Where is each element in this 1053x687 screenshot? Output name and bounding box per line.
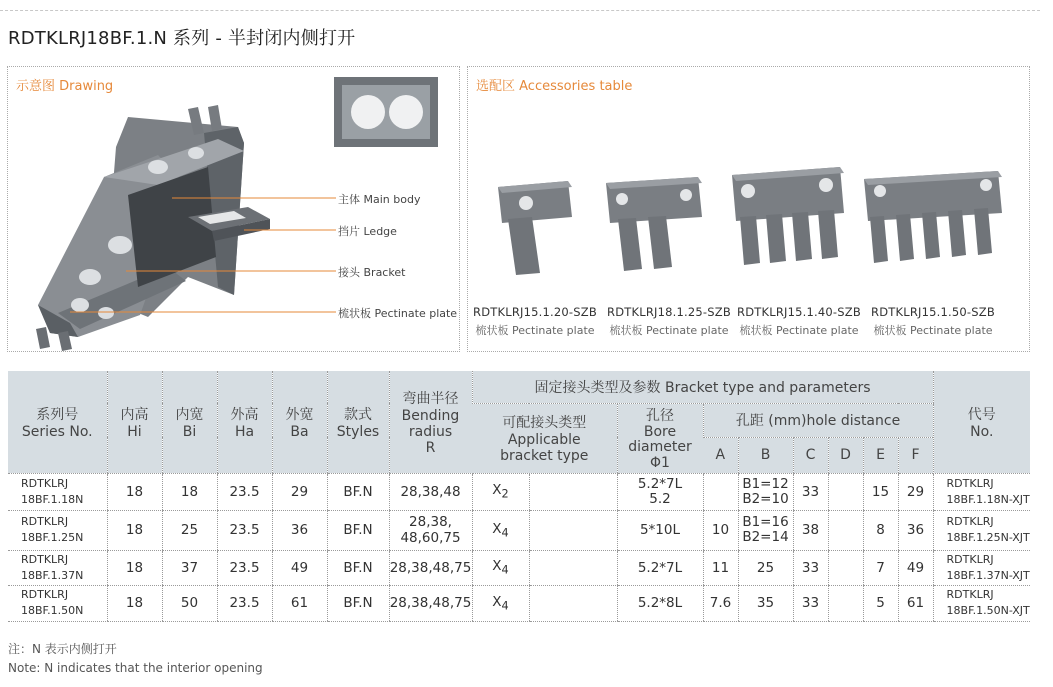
header-bore-diameter [617,403,703,473]
accessory-name: 梳状板 Pectinate plate [739,324,859,337]
header-text: Series No. [21,423,93,440]
d-cell [828,510,863,550]
table-row [8,585,1030,621]
accessory-name: 梳状板 Pectinate plate [609,324,729,337]
hi-cell: 18 [107,585,162,621]
drawing-panel-title: 示意图 Drawing [16,79,114,94]
ba-cell: 36 [272,510,327,550]
ha-cell: 23.5 [217,550,272,585]
code-cell [933,550,1030,585]
callout-main-body: 主体 Main body [338,193,421,206]
radius-cell: 28,38,48,75 [389,550,472,585]
cell-subscript: 4 [501,563,509,577]
header-hi [107,371,162,473]
cell-text: 5.2 [649,490,671,507]
e-cell: 5 [863,585,898,621]
callout-pectinate-plate: 梳状板 Pectinate plate [338,307,458,320]
cell-text: RDTKLRJ [21,476,69,490]
header-text: 款式 [344,406,372,423]
header-ba [272,371,327,473]
header-text: 代号 [967,406,996,423]
bore-cell: 5.2*7L [617,550,703,585]
style-cell: BF.N [327,585,389,621]
d-cell [828,550,863,585]
cell-text: B1=12 [742,475,789,492]
e-cell: 15 [863,473,898,510]
ha-cell: 23.5 [217,510,272,550]
cell-text: RDTKLRJ [21,552,69,566]
bracket-extra-cell [529,510,617,550]
header-bending-radius [389,371,472,473]
header-text: Ha [234,423,255,440]
style-cell: BF.N [327,473,389,510]
note-cn: 注：N 表示内侧打开 [8,642,117,656]
c-cell: 33 [793,473,828,510]
series-cell [8,585,107,621]
accessory-item [470,305,600,338]
hi-cell: 18 [107,550,162,585]
bore-cell [617,473,703,510]
ha-cell: 23.5 [217,585,272,621]
cell-text: 18BF.1.18N [21,492,84,506]
bracket-cell [472,550,529,585]
ha-cell: 23.5 [217,473,272,510]
header-text: Styles [336,423,380,440]
header-code [933,371,1030,473]
bore-cell: 5*10L [617,510,703,550]
header-bi [162,371,217,473]
accessory-name: 梳状板 Pectinate plate [873,324,993,337]
cell-text: 18BF.1.50N [21,604,84,617]
cell-text: 48,60,75 [400,530,461,546]
header-text: 弯曲半径 [402,390,459,407]
header-a: A [703,437,738,473]
table-row [8,473,1030,510]
header-text: Applicable [507,432,581,448]
accessory-item [868,305,998,338]
style-cell: BF.N [327,550,389,585]
header-text: Bi [182,423,197,440]
cell-text: X [492,520,502,537]
hi-cell: 18 [107,473,162,510]
cell-text: RDTKLRJ [946,476,994,490]
header-text: 内高 [120,406,149,423]
cell-text: B2=14 [742,529,789,545]
series-cell [8,473,107,510]
header-text: 外宽 [285,406,314,423]
bi-cell: 37 [162,550,217,585]
series-cell [8,550,107,585]
cell-text: RDTKLRJ [946,588,994,601]
accessories-panel [467,66,1030,352]
header-applicable-bracket [472,403,617,473]
page-title: RDTKLRJ18BF.1.N 系列 - 半封闭内侧打开 [8,28,356,49]
header-text: Φ1 [650,455,670,471]
f-cell: 61 [898,585,933,621]
cell-text: 28,38, [409,514,452,530]
cell-text: 18BF.1.18N-XJT [946,492,1030,506]
cell-subscript: 4 [501,526,509,540]
f-cell: 49 [898,550,933,585]
callout-ledge: 挡片 Ledge [338,225,397,238]
header-text: No. [970,423,994,440]
bracket-extra-cell [529,585,617,621]
radius-cell: 28,38,48,75 [389,585,472,621]
d-cell [828,473,863,510]
drawing-panel [7,66,460,352]
b-cell: 35 [738,585,793,621]
a-cell: 11 [703,550,738,585]
series-cell [8,510,107,550]
style-cell: BF.N [327,510,389,550]
cell-text: 18BF.1.37N [21,568,84,582]
cell-text: 18BF.1.25N-XJT [946,531,1030,544]
header-e: E [863,437,898,473]
c-cell: 33 [793,550,828,585]
f-cell: 36 [898,510,933,550]
accessory-code: RDTKLRJ15.1.20-SZB [473,305,597,319]
table-row [8,510,1030,550]
header-c: C [793,437,828,473]
b-cell [738,510,793,550]
header-b: B [738,437,793,473]
cell-text: RDTKLRJ [946,552,994,566]
a-cell: 7.6 [703,585,738,621]
hi-cell: 18 [107,510,162,550]
bore-cell: 5.2*8L [617,585,703,621]
e-cell: 8 [863,510,898,550]
accessory-name: 梳状板 Pectinate plate [475,324,595,337]
bi-cell: 25 [162,510,217,550]
accessories-panel-title: 选配区 Accessories table [476,79,633,94]
header-text: 外高 [230,406,259,423]
cell-text: B1=16 [742,514,789,530]
code-cell [933,473,1030,510]
header-ha [217,371,272,473]
code-cell [933,510,1030,550]
code-cell [933,585,1030,621]
header-hole-distance: 孔距 (mm)hole distance [703,403,933,437]
b-cell [738,473,793,510]
cell-text: RDTKLRJ [21,588,69,601]
a-cell: 10 [703,510,738,550]
b-cell: 25 [738,550,793,585]
accessory-code: RDTKLRJ18.1.25-SZB [607,305,731,319]
cell-text: 18BF.1.37N-XJT [946,568,1030,582]
note-en: Note: N indicates that the interior opening [8,661,263,675]
accessory-code: RDTKLRJ15.1.50-SZB [871,305,995,319]
a-cell [703,473,738,510]
accessory-item [734,305,864,338]
bracket-extra-cell [529,550,617,585]
radius-cell: 28,38,48 [389,473,472,510]
header-text: 系列号 [36,406,79,423]
bracket-cell [472,473,529,510]
header-text: R [425,439,436,456]
c-cell: 33 [793,585,828,621]
bracket-cell [472,585,529,621]
header-text: 内宽 [175,406,204,423]
header-text: Bending [401,407,460,424]
cell-subscript: 2 [501,487,509,501]
f-cell: 29 [898,473,933,510]
cell-text: X [492,593,502,610]
header-text: Hi [127,423,142,440]
header-text: Bore diameter [628,424,692,455]
bi-cell: 18 [162,473,217,510]
cell-subscript: 4 [501,599,509,613]
cell-text: RDTKLRJ [21,515,69,528]
cell-text: RDTKLRJ [946,515,994,528]
header-text: Ba [290,423,309,440]
header-series [8,371,107,473]
header-text: radius [408,423,453,440]
cell-text: X [492,482,502,499]
header-text: 可配接头类型 [502,415,587,431]
header-text: bracket type [500,448,589,464]
header-text: 孔径 [646,408,674,424]
callout-bracket: 接头 Bracket [338,266,406,279]
bracket-cell [472,510,529,550]
radius-cell [389,510,472,550]
accessory-item [604,305,734,338]
cell-text: 18BF.1.50N-XJT [946,604,1030,617]
header-bracket-group: 固定接头类型及参数 Bracket type and parameters [472,371,933,403]
cell-text: B2=10 [742,490,789,507]
accessory-code: RDTKLRJ15.1.40-SZB [737,305,861,319]
d-cell [828,585,863,621]
header-f: F [898,437,933,473]
cell-text: X [492,558,502,575]
ba-cell: 29 [272,473,327,510]
header-d: D [828,437,863,473]
cell-text: 5.2*7L [637,475,683,492]
header-styles [327,371,389,473]
spec-table [8,371,1030,622]
ba-cell: 61 [272,585,327,621]
top-divider [0,10,1040,11]
ba-cell: 49 [272,550,327,585]
c-cell: 38 [793,510,828,550]
bracket-extra-cell [529,473,617,510]
table-row [8,550,1030,585]
cell-text: 18BF.1.25N [21,531,84,544]
e-cell: 7 [863,550,898,585]
bi-cell: 50 [162,585,217,621]
